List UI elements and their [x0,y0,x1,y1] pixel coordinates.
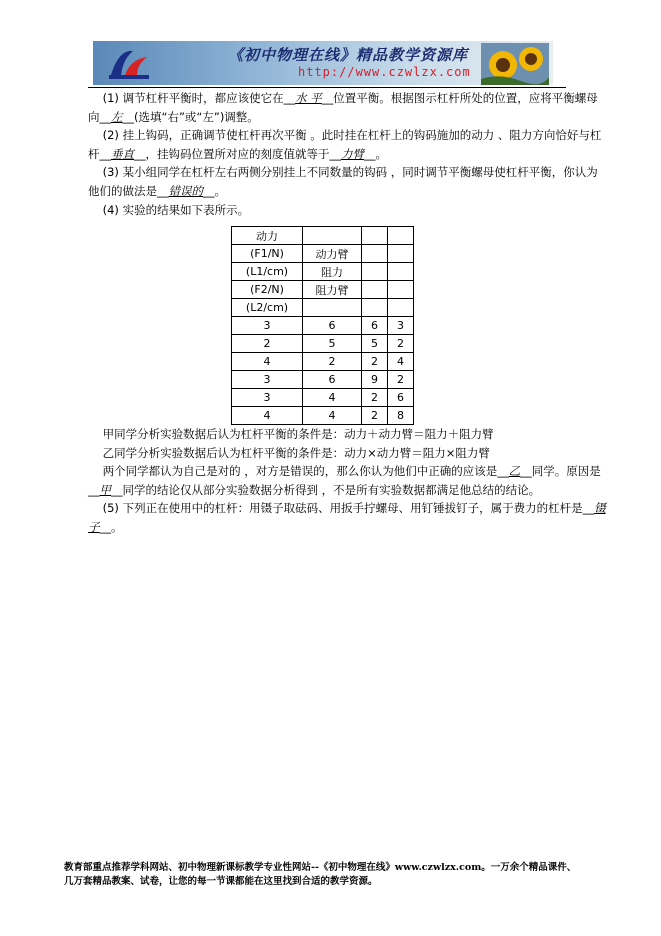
table-cell: 3 [232,317,303,335]
table-cell: 5 [303,335,362,353]
table-row [232,299,414,317]
table-cell: 阻力 [303,263,362,281]
table-cell: 阻力臂 [303,281,362,299]
banner-url[interactable]: http://www.czwlzx.com [298,65,471,79]
question-1: (1) 调节杠杆平衡时，都应该使它在__水 平__位置平衡。根据图示杠杆所处的位置，应将平衡螺母向__左__(选填“右”或“左”)调整。 [88,91,598,124]
answer-correct: 乙 [508,464,521,479]
table-cell: 2 [362,389,388,407]
table-cell: 6 [303,371,362,389]
table-cell [388,245,414,263]
footer-line-2: 几万套精品教案、试卷，让您的每一节课都能在这里找到合适的教学资源。 [64,876,378,887]
table-cell: 4 [303,407,362,425]
results-table [231,226,414,425]
table-cell: 6 [388,389,414,407]
conclusion: 两个同学都认为自己是对的 ，对方是错误的，那么你认为他们中正确的应该是__乙__同学。原因是__甲__同学的结论仅从部分实验数据分析得到 ，不是所有实验数据都满足他总结的结论。 [88,464,601,497]
table-row [232,407,414,425]
footer-line-1: 教育部重点推荐学科网站、初中物理新课标教学专业性网站--《初中物理在线》www.czwlzx.com。一万余个精品课件、 [64,862,577,873]
answer-5: 镊子 [88,501,606,534]
table-cell [388,281,414,299]
table-cell: 动力 [232,227,303,245]
answer-1b: 左 [111,109,123,124]
table-cell [362,227,388,245]
answer-2b: 力臂 [341,146,364,161]
table-row [232,263,414,281]
table-cell: 2 [388,371,414,389]
logo-icon [107,45,151,81]
table-row [232,335,414,353]
table-row [232,245,414,263]
table-cell: (F1/N) [232,245,303,263]
table-cell: (L2/cm) [232,299,303,317]
table-row [232,371,414,389]
table-cell [303,227,362,245]
table-cell [362,281,388,299]
table-cell: 3 [232,371,303,389]
table-cell: 4 [388,353,414,371]
header-banner [93,41,553,85]
header-rule [88,87,566,88]
table-row [232,281,414,299]
question-5: (5) 下列正在使用中的杠杆：用镊子取砝码、用扳手拧螺母、用钉锤拔钉子，属于费力的杠杆是__镊子__。 [88,501,606,534]
analysis-body [88,425,608,537]
table-cell: 3 [388,317,414,335]
answer-reason: 甲 [99,482,111,497]
table-cell [303,299,362,317]
yi-statement: 乙同学分析实验数据后认为杠杆平衡的条件是：动力×动力臂＝阻力×阻力臂 [102,445,490,460]
table-cell: (F2/N) [232,281,303,299]
table-cell: 2 [232,335,303,353]
table-cell: 6 [362,317,388,335]
table-cell: 4 [232,353,303,371]
table-cell [388,227,414,245]
table-cell: 9 [362,371,388,389]
table-cell [362,263,388,281]
question-2: (2) 挂上钩码，正确调节使杠杆再次平衡 。此时挂在杠杆上的钩码施加的动力 、阻力方向恰好与杠杆__垂直__，挂钩码位置所对应的刻度值就等于__力臂__。 [88,128,602,161]
question-body [88,89,608,219]
table-cell: 2 [362,407,388,425]
banner-title: 《初中物理在线》精品教学资源库 [228,46,469,64]
table-row [232,389,414,407]
answer-1a: 水 平 [295,91,322,105]
table-cell [362,245,388,263]
table-cell: 3 [232,389,303,407]
table-row [232,227,414,245]
table-cell: 2 [362,353,388,371]
table-cell: (L1/cm) [232,263,303,281]
answer-3: 错误的 [168,183,203,198]
table-cell [362,299,388,317]
sunflower-icon [481,43,549,85]
jia-statement: 甲同学分析实验数据后认为杠杆平衡的条件是：动力＋动力臂＝阻力＋阻力臂 [102,427,494,441]
footer [64,861,604,889]
table-row [232,353,414,371]
answer-2a: 垂直 [111,146,134,161]
table-cell: 动力臂 [303,245,362,263]
table-cell [388,299,414,317]
table-cell: 4 [303,389,362,407]
question-3: (3) 某小组同学在杠杆左右两侧分别挂上不同数量的钩码 ，同时调节平衡螺母使杠杆平衡，你认为他们的做法是__错误的__。 [88,165,598,198]
table-cell [388,263,414,281]
table-cell: 6 [303,317,362,335]
table-cell: 2 [388,335,414,353]
table-row [232,317,414,335]
table-cell: 5 [362,335,388,353]
table-cell: 8 [388,407,414,425]
table-cell: 4 [232,407,303,425]
table-cell: 2 [303,353,362,371]
question-4: (4) 实验的结果如下表所示。 [102,202,250,217]
